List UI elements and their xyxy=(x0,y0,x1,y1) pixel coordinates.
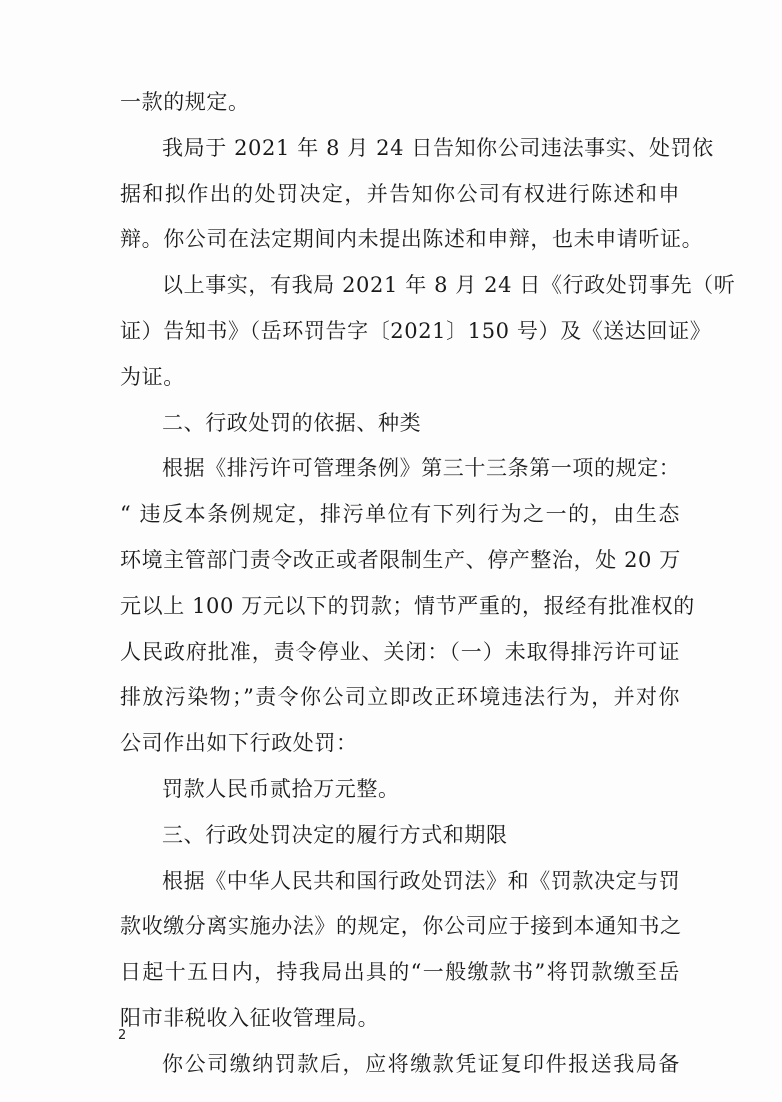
paragraph-line: 为证。 xyxy=(120,364,185,389)
paragraph-line: 辩。你公司在法定期间内未提出陈述和申辩，也未申请听证。 xyxy=(120,227,704,252)
paragraph-line: 人民政府批准，责令停业、关闭：（一）未取得排污许可证 xyxy=(120,639,680,664)
paragraph-line: 元以上 100 万元以下的罚款；情节严重的，报经有批准权的 xyxy=(120,593,695,618)
paragraph-line: 环境主管部门责令改正或者限制生产、停产整治，处 20 万 xyxy=(120,547,681,572)
paragraph-line: 以上事实，有我局 2021 年 8 月 24 日《行政处罚事先（听 xyxy=(162,273,736,298)
paragraph-line: “ 违反本条例规定，排污单位有下列行为之一的，由生态 xyxy=(120,502,680,527)
paragraph-line: 排放污染物；”责令你公司立即改正环境违法行为，并对你 xyxy=(120,685,680,710)
section-heading: 三、行政处罚决定的履行方式和期限 xyxy=(162,822,508,847)
paragraph-line: 根据《中华人民共和国行政处罚法》和《罚款决定与罚 xyxy=(162,868,681,893)
paragraph-line: 公司作出如下行政处罚： xyxy=(120,731,358,756)
document-body xyxy=(120,80,736,1088)
paragraph-line: 款收缴分离实施办法》的规定，你公司应于接到本通知书之 xyxy=(120,914,682,939)
paragraph-line: 证）告知书》（岳环罚告字〔2021〕150 号）及《送达回证》 xyxy=(120,318,712,343)
paragraph-line: 根据《排污许可管理条例》第三十三条第一项的规定： xyxy=(162,456,681,481)
paragraph-line: 阳市非税收入征收管理局。 xyxy=(120,1005,380,1030)
penalty-line: 罚款人民币贰拾万元整。 xyxy=(162,776,400,801)
paragraph-line: 据和拟作出的处罚决定，并告知你公司有权进行陈述和申 xyxy=(120,181,680,206)
paragraph-line: 日起十五日内，持我局出具的“一般缴款书”将罚款缴至岳 xyxy=(120,960,680,985)
paragraph-line: 我局于 2021 年 8 月 24 日告知你公司违法事实、处罚依 xyxy=(162,135,714,160)
paragraph-line: 你公司缴纳罚款后，应将缴款凭证复印件报送我局备 xyxy=(162,1051,680,1076)
page-number: 2 xyxy=(118,1028,127,1043)
paragraph-line: 一款的规定。 xyxy=(120,90,250,114)
section-heading: 二、行政处罚的依据、种类 xyxy=(162,410,422,435)
